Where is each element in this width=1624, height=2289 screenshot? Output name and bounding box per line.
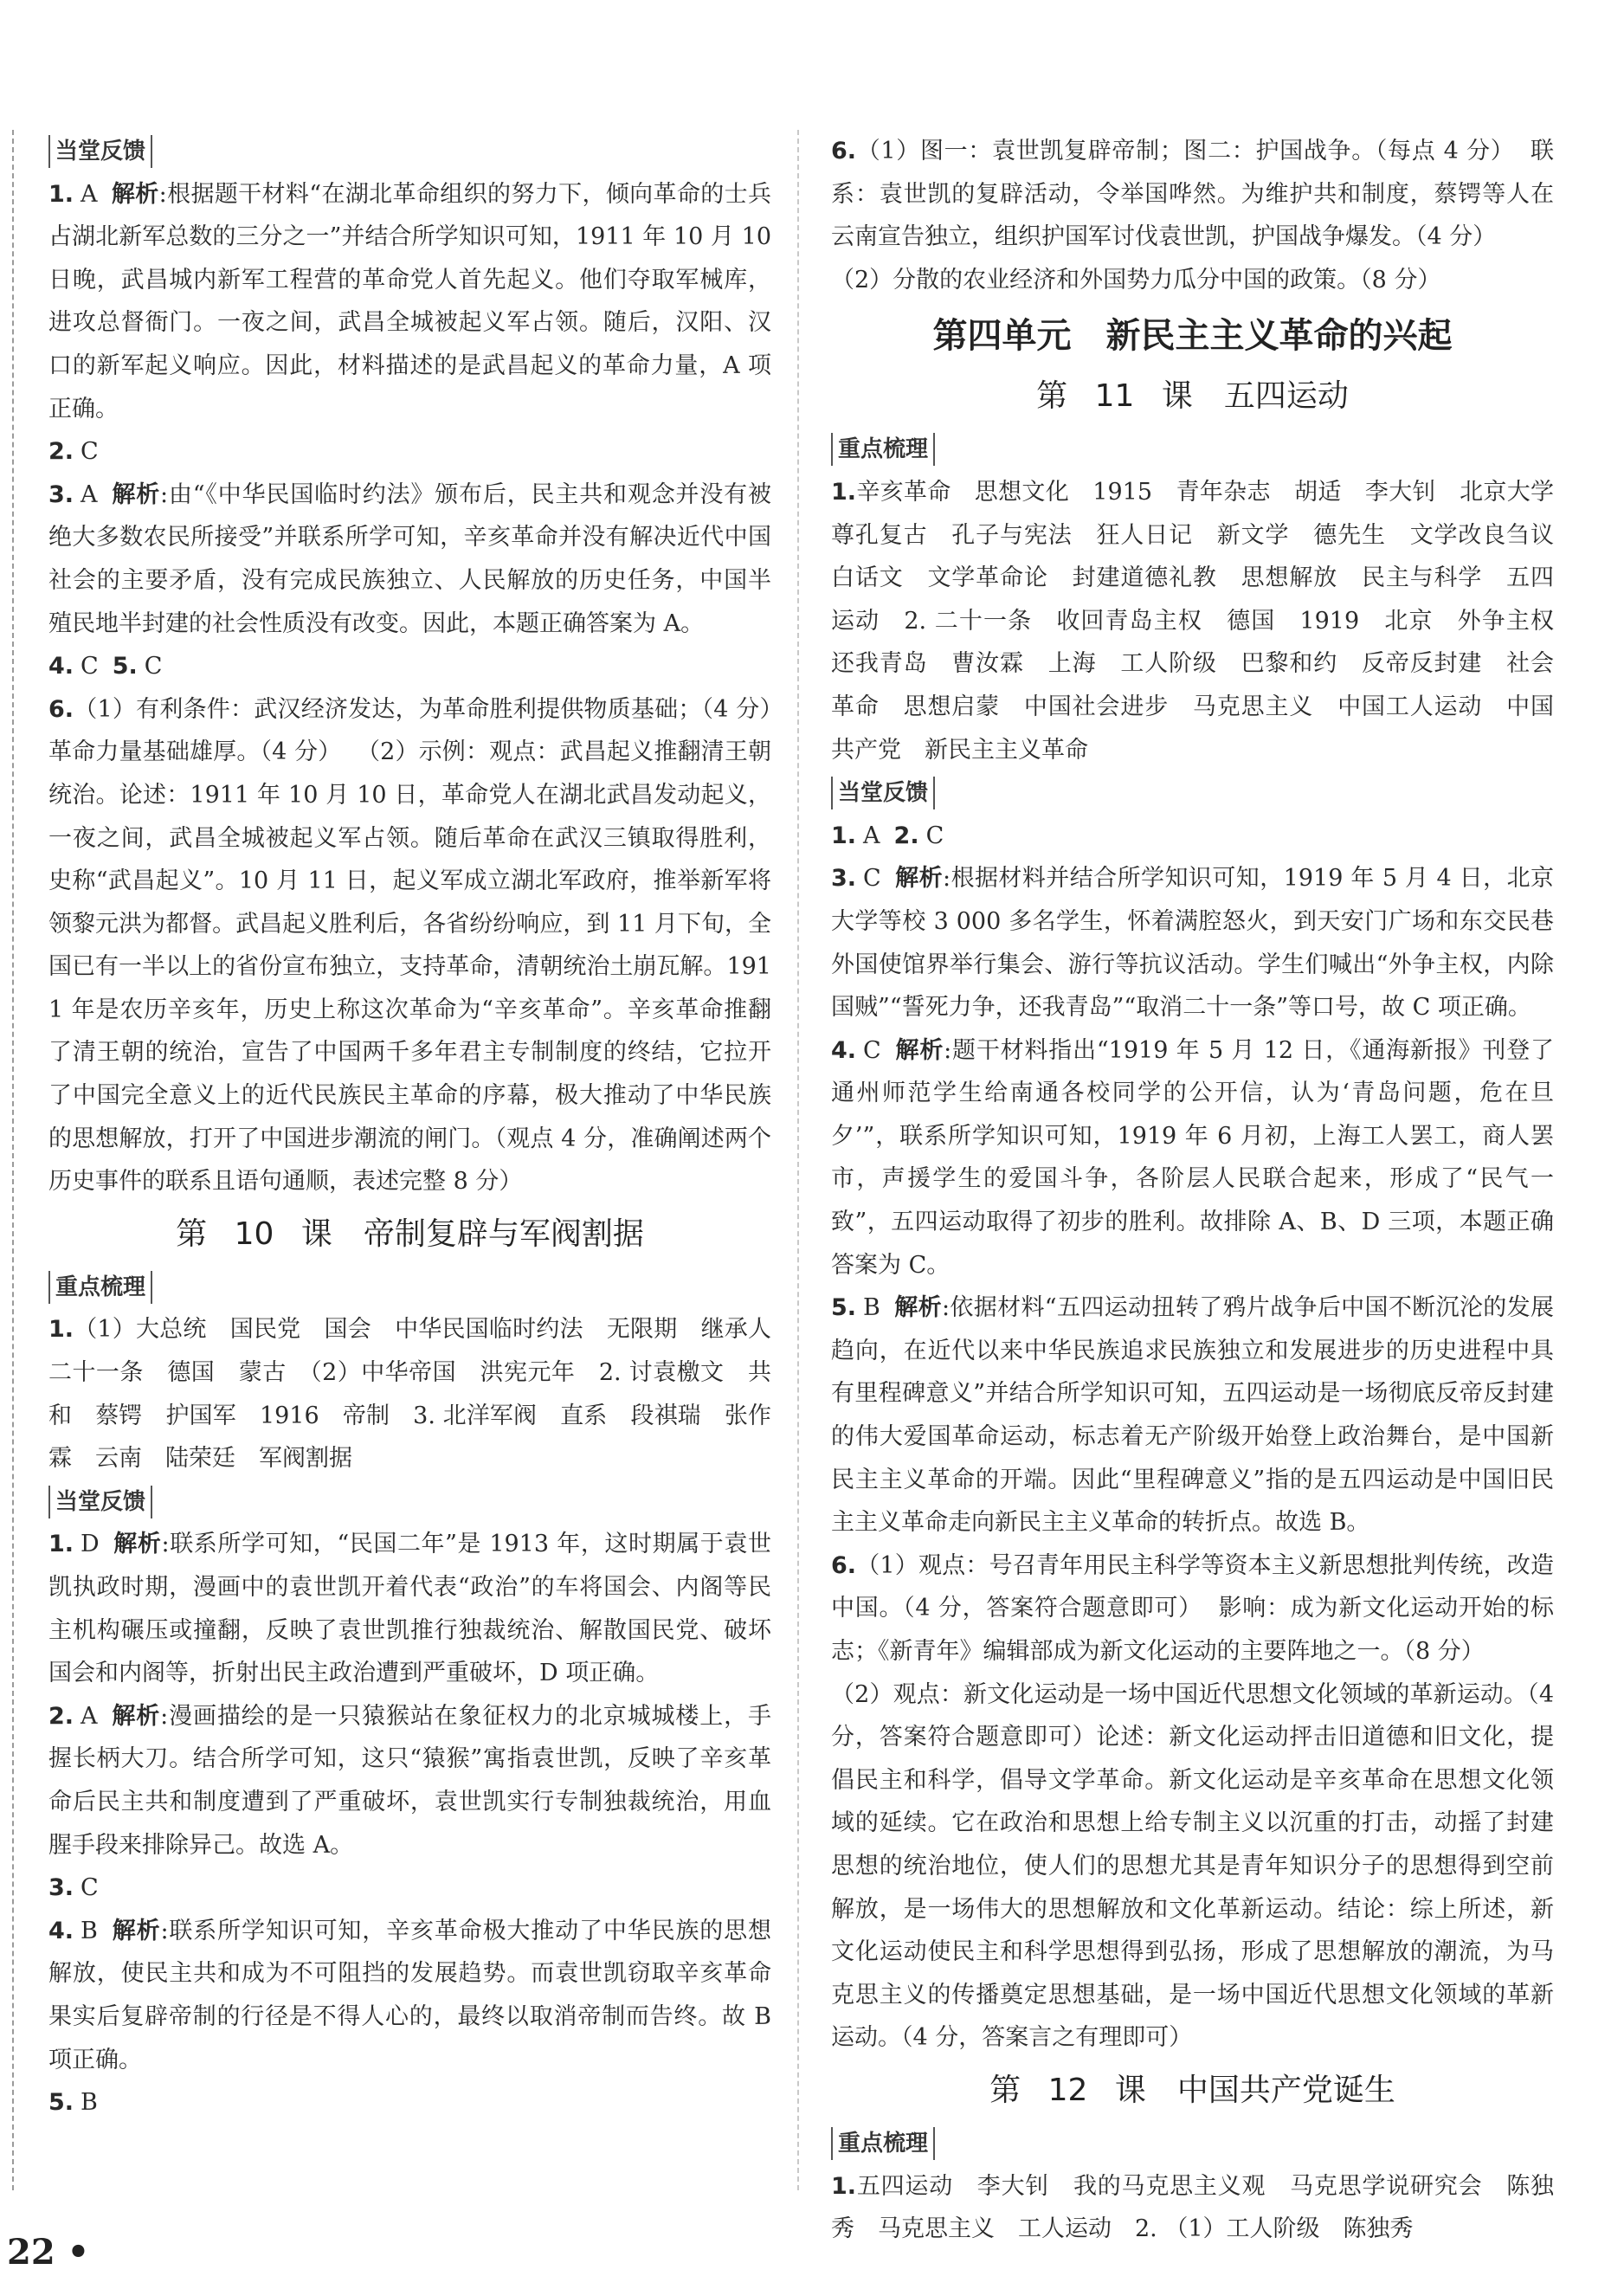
answer-item [48,1867,771,1910]
answer-item [831,1029,1554,1287]
item-answer: C [863,865,881,893]
answer-item [831,857,1554,1028]
answer-item [831,259,1554,302]
item-answer: A [81,180,98,208]
item-body: （2）分散的农业经济和外国势力瓜分中国的政策。（8 分） [831,266,1441,293]
answer-item [831,1673,1562,2060]
section-label-wrap [831,771,1554,815]
item-body: :联系所学可知，“民国二年”是 1913 年，这时期属于袁世凯执政时期，漫画中的袁世凯开着代表“政治”的车将国会、内阁等民主机构碾压或撞翻，反映了袁世凯推行独裁统治、解散国民党、破坏国会和内阁等，折射出民主政治遭到严重破坏，D 项正确。 [48,1531,771,1687]
answer-item [48,1308,795,1480]
analysis-tag: 解析 [111,1917,161,1944]
column-divider [797,130,799,2190]
item-number: 1. [48,180,74,208]
item-body: :根据材料并结合所学知识可知，1919 年 5 月 4 日，北京大学等校 3 000 多名学生，怀着满腔怒火，到天安门广场和东交民巷外国使馆界举行集会、游行等抗议活动。学生们喊出“外争主权，内除国贼”“誓死力争，还我青岛”“取消二十一条”等口号，故 C 项正确。 [831,865,1555,1022]
item-body: 五四运动 李大钊 我的马克思主义观 马克思学说研究会 陈独秀 马克思主义 工人运动 2. （1）工人阶级 陈独秀 [831,2172,1554,2243]
section-label-wrap [831,2122,1554,2165]
analysis-tag: 解析 [113,1531,162,1558]
item-body: （1）图一：袁世凯复辟帝制；图二：护国战争。（每点 4 分） 联系：袁世凯的复辟活动，令举国哗然。为维护共和制度，蔡锷等人在云南宣告独立，组织护国军讨伐袁世凯，护国战争爆发。（4 分） [831,138,1554,251]
item-number: 4. [48,1917,74,1944]
analysis-tag: 解析 [894,1036,944,1064]
item-number: 2. [48,1702,74,1730]
item-answer: B [81,1917,98,1944]
section-label: 重点梳理 [48,1271,152,1304]
item-body: 辛亥革命 思想文化 1915 青年杂志 胡适 李大钊 北京大学 尊孔复古 孔子与宪法 狂人日记 新文学 德先生 文学改良刍议 白话文 文学革命论 封建道德礼教 思想解放 民主与科学 五四运动 2. 二十一条 收回青岛主权 德国 1919 北京 外争主权 还我青岛 曹汝霖 上海 工人阶级 巴黎和约 反帝反封建 社会革命 思想启蒙 中国社会进步 马克思主义 中国工人运动 中国共产党 新民主主义革命 [831,478,1577,764]
answer-item [48,430,771,474]
section-label-wrap [831,428,1554,471]
item-number: 3. [831,865,857,893]
item-number: 4. [48,653,74,680]
answer-item [48,1910,779,2081]
item-body: :联系所学知识可知，辛亥革命极大推动了中华民族的思想解放，使民主共和成为不可阻挡的发展趋势。而袁世凯窃取辛亥革命果实后复辟帝制的行径是不得人心的，最终以取消帝制而告终。故 B 项正确。 [48,1917,779,2073]
item-body: :依据材料“五四运动扭转了鸦片战争后中国不断沉沦的发展趋向，在近代以来中华民族追求民族独立和发展进步的历史进程中具有里程碑意义”并结合所学知识可知，五四运动是一场彻底反帝反封建的伟大爱国革命运动，标志着无产阶级开始登上政治舞台，是中国新民主主义革命的开端。因此“里程碑意义”指的是五四运动是中国旧民主主义革命走向新民主主义革命的转折点。故选 B。 [831,1294,1554,1537]
item-number: 1. [831,2172,857,2200]
answer-item [48,2081,771,2125]
lesson-title: 第 11 课 五四运动 [1036,378,1349,415]
item-body: :题干材料指出“1919 年 5 月 12 日，《通海新报》刊登了通州师范学生给南通各校同学的公开信，认为‘青岛问题，危在旦夕’”，联系所学知识可知，1919 年 6 月初，上海工人罢工，商人罢市，声援学生的爱国斗争，各阶层人民联合起来，形成了“民气一致”，五四运动取得了初步的胜利。故排除 A、B、D 三项，本题正确答案为 C。 [831,1036,1555,1279]
item-number: 2. [48,438,74,466]
item-number: 5. [48,2089,74,2117]
left-column [48,130,795,2125]
item-answer: A [81,480,98,508]
page-number: 22 • [7,2232,90,2273]
answer-item [48,1695,771,1867]
item-answer: C [863,1036,881,1064]
item-body: :漫画描绘的是一只猿猴站在象征权力的北京城城楼上，手握长柄大刀。结合所学可知，这只“猿猴”寓指袁世凯，反映了辛亥革命后民主共和制度遭到了严重破坏，袁世凯实行专制独裁统治，用血腥手段来排除异己。故选 A。 [48,1702,771,1859]
analysis-tag: 解析 [111,480,161,508]
item-answer: A [81,1702,98,1730]
analysis-tag: 解析 [894,865,944,893]
item-number: 1. [48,1531,74,1558]
item-answer: C [81,1874,99,1902]
section-label: 重点梳理 [831,433,935,466]
section-label-wrap [48,1480,771,1524]
lesson-title: 第 10 课 帝制复辟与军阀割据 [176,1215,644,1252]
answer-item [831,1286,1554,1544]
answer-item [48,645,771,688]
item-body: （1）大总统 国民党 国会 中华民国临时约法 无限期 继承人 二十一条 德国 蒙古 （2）中华帝国 洪宪元年 2. 讨袁檄文 共和 蔡锷 护国军 1916 帝制 3. 北洋军阀 直系 段祺瑞 张作霖 云南 陆荣廷 军阀割据 [48,1316,795,1473]
section-label: 当堂反馈 [48,135,152,168]
section-label: 当堂反馈 [48,1486,152,1518]
answer-item [831,1544,1554,1673]
right-column [831,130,1577,2251]
item-body: :根据题干材料“在湖北革命组织的努力下，倾向革命的士兵占湖北新军总数的三分之一”并结合所学知识可知，1911 年 10 月 10 日晚，武昌城内新军工程营的革命党人首先起义。他们夺取军械库，进攻总督衙门。一夜之间，武昌全城被起义军占领。随后，汉阳、汉口的新军起义响应。因此，材料描述的是武昌起义的革命力量，A 项正确。 [48,180,779,422]
item-answer: A [863,822,880,849]
item-number: 2. [893,822,919,849]
item-number: 4. [831,1036,857,1064]
lesson-title: 第 12 课 中国共产党诞生 [989,2072,1395,2108]
answer-item [48,173,779,431]
item-number: 5. [831,1294,857,1322]
answer-item [831,815,1554,858]
section-label: 当堂反馈 [831,777,935,809]
item-number: 3. [48,1874,74,1902]
answer-item [831,471,1577,771]
section-label-wrap [48,130,771,173]
item-number: 6. [831,1551,857,1579]
item-number: 1. [831,478,857,506]
item-answer: C [925,822,944,849]
item-answer: C [81,653,99,680]
answer-item [48,688,771,1203]
item-body: （1）有利条件：武汉经济发达，为革命胜利提供物质基础；（4 分）革命力量基础雄厚。（4 分） （2）示例：观点：武昌起义推翻清王朝统治。论述：1911 年 10 月 10 日，革命党人在湖北武昌发动起义，一夜之间，武昌全城被起义军占领。随后革命在武汉三镇取得胜利，史称“武昌起义”。10 月 11 日，起义军成立湖北军政府，推举新军将领黎元洪为都督。武昌起义胜利后，各省纷纷响应，到 11 月下旬，全国已有一半以上的省份宣布独立，支持革命，清朝统治土崩瓦解。1911 年是农历辛亥年，历史上称这次革命为“辛亥革命”。辛亥革命推翻了清王朝的统治，宣告了中国两千多年君主专制制度的终结，它拉开了中国完全意义上的近代民族民主革命的序幕，极大推动了中华民族的思想解放，打开了中国进步潮流的闸门。（观点 4 分，准确阐述两个历史事件的联系且语句通顺，表述完整 8 分） [48,695,771,1196]
analysis-tag: 解析 [111,1702,161,1730]
analysis-tag: 解析 [893,1294,942,1322]
item-body: :由“《中华民国临时约法》颁布后，民主共和观念并没有被绝大多数农民所接受”并联系所学可知，辛亥革命并没有解决近代中国社会的主要矛盾，没有完成民族独立、人民解放的历史任务，中国半殖民地半封建的社会性质没有改变。因此，本题正确答案为 A。 [48,480,772,637]
answer-item [831,2165,1554,2251]
section-label: 重点梳理 [831,2127,935,2160]
item-number: 1. [831,822,857,849]
answer-item [48,474,771,645]
item-number: 1. [48,1316,74,1344]
item-body: （2）观点：新文化运动是一场中国近代思想文化领域的革新运动。（4 分，答案符合题意即可）论述：新文化运动抨击旧道德和旧文化，提倡民主和科学，倡导文学革命。新文化运动是辛亥革命在思想文化领域的延续。它在政治和思想上给专制主义以沉重的打击，动摇了封建思想的统治地位，使人们的思想尤其是青年知识分子的思想得到空前解放，是一场伟大的思想解放和文化革新运动。结论：综上所述，新文化运动使民主和科学思想得到弘扬，形成了思想解放的潮流，为马克思主义的传播奠定思想基础，是一场中国近代思想文化领域的革新运动。（4 分，答案言之有理即可） [831,1680,1562,2052]
binding-margin-line [12,130,14,2190]
item-answer: B [81,2089,98,2117]
item-body: （1）观点：号召青年用民主科学等资本主义新思想批判传统，改造中国。（4 分，答案符合题意即可） 影响：成为新文化运动开始的标志；《新青年》编辑部成为新文化运动的主要阵地之一。（8 分） [831,1551,1554,1665]
item-number: 6. [48,695,74,723]
item-number: 5. [112,653,138,680]
item-answer: C [81,438,99,466]
item-answer: B [863,1294,880,1322]
item-number: 3. [48,480,74,508]
item-number: 6. [831,138,857,164]
answer-item [48,1523,771,1694]
section-label-wrap [48,1266,771,1309]
item-answer: C [144,653,163,680]
item-answer: D [81,1531,100,1558]
analysis-tag: 解析 [111,180,159,208]
answer-item [831,130,1554,259]
unit-title: 第四单元 新民主主义革命的兴起 [932,316,1453,357]
